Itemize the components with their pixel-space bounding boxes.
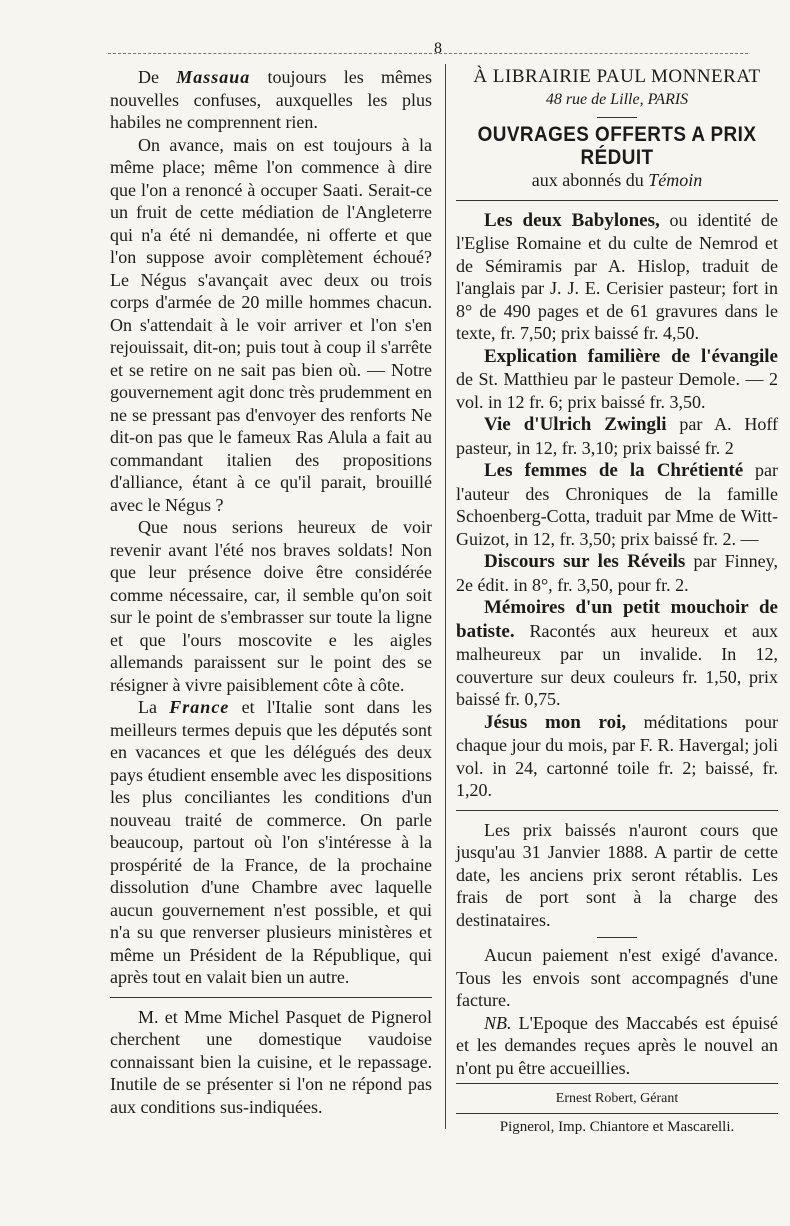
divider [110, 997, 432, 998]
book-title: Vie d'Ulrich Zwingli [484, 414, 667, 435]
book-title: Jésus mon roi, [484, 711, 627, 733]
left-column [110, 66, 432, 1118]
short-divider [597, 117, 637, 118]
book-title: Discours sur les Réveils [484, 551, 686, 572]
book-title: Mémoires d'un petit mouchoir de batiste. [456, 597, 778, 642]
nb-text: L'Epoque des Maccabés est épuisé et les demandes reçues après le nouvel an n'ont pu être accueillies. [456, 1012, 778, 1078]
paragraph-massaua [110, 66, 432, 134]
book-entry [456, 345, 778, 414]
book-desc: par l'auteur des Chroniques de la famille Schoenberg-Cotta, traduit par Mme de Witt-Guizot, in 12, fr. 3,50; prix baissé fr. 2. — [456, 460, 778, 549]
price-notice: Les prix baissés n'auront cours que jusqu'au 31 Janvier 1888. A partir de cette date, les anciens prix seront rétablis. Les frais de port sont à la charge des destinataires. [456, 819, 778, 930]
page-number: 8 [434, 40, 442, 57]
book-title: Les femmes de la Chrétienté [484, 460, 744, 481]
book-desc: par A. Hoff pasteur, in 12, fr. 3,10; prix baissé fr. 2 [456, 414, 778, 458]
book-desc: Racontés aux heureux et aux malheureux par un invalide. In 12, couverture sur deux couleurs fr. 1,50, prix baissé fr. 0,75. [456, 620, 778, 709]
divider [456, 1083, 778, 1084]
divider [456, 1113, 778, 1114]
classified-ad: M. et Mme Michel Pasquet de Pignerol cherchent une domestique vaudoise connaissant bien la cuisine, et le repassage. Inutile de se présenter si l'on ne répond pas aux conditions sus-indiquées. [110, 1006, 432, 1117]
right-column [456, 66, 778, 1138]
subtitle-emphasis: Témoin [648, 170, 703, 190]
nb-label: NB. [484, 1012, 512, 1033]
book-desc: méditations pour chaque jour du mois, par F. R. Havergal; joli vol. in 24, cartonné toile fr. 2; baissé, fr. 1,20. [456, 711, 778, 800]
subtitle-text: aux abonnés du [531, 170, 649, 190]
book-desc: ou identité de l'Eglise Romaine et du culte de Nemrod et de Sémiramis par A. Hislop, traduit de l'anglais par J. J. E. Cerisier pasteur; fort in 8° de 490 pages et de 61 gravures dans le texte, fr. 7,50; prix baissé fr. 4,50. [456, 209, 778, 343]
text-pre: La [138, 697, 170, 717]
place-name-france: France [169, 697, 230, 717]
book-entry [456, 711, 778, 802]
book-title: Explication familière de l'évangile [484, 345, 778, 367]
offer-subtitle [456, 169, 778, 192]
imprint-line: Pignerol, Imp. Chiantore et Mascarelli. [499, 1118, 735, 1135]
book-desc: de St. Matthieu par le pasteur Demole. — 2 vol. in 12 fr. 6; prix baissé fr. 3,50. [456, 369, 778, 412]
book-entry [456, 459, 778, 550]
text-pre: De [138, 67, 177, 87]
offer-title: OUVRAGES OFFERTS A PRIX RÉDUIT [477, 123, 757, 169]
paragraph-france [110, 696, 432, 989]
place-name-massaua: Massaua [176, 67, 251, 87]
book-title: Les deux Babylones, [484, 209, 660, 231]
paragraph-text: et l'Italie sont dans les meilleurs termes depuis que les députés sont en vacances et que les délégués des deux pays étudient ensemble avec les dispositions les plus conciliantes les conditions d'un nouveau traité de commerce. On parle beaucoup, partout où l'on s'intéresse à la prospérité de la France, de la prochaine dissolution d'une Chambre avec laquelle aucun gouvernement n'est possible, et qui n'a su que renverser plusieurs ministères et même un Président de la République, qui après tout en valait bien un autre. [110, 697, 432, 987]
divider [456, 810, 778, 811]
paragraph-text: toujours les mêmes nouvelles confuses, auxquelles les plus habiles ne comprennent rien. [110, 67, 432, 132]
book-entry [456, 596, 778, 711]
gerant-line: Ernest Robert, Gérant [555, 1091, 679, 1106]
divider [456, 200, 778, 201]
book-entry [456, 413, 778, 459]
column-separator [445, 64, 446, 1129]
payment-notice: Aucun paiement n'est exigé d'avance. Tous les envois sont accompagnés d'une facture. [456, 945, 778, 1010]
paragraph-soldiers: Que nous serions heureux de voir revenir avant l'été nos braves soldats! Non que leur présence doive être considérée comme nécessaire, car, il semble qu'on soit sur le point de s'embrasser sur toute la ligne et que l'ours moscovite e les aigles allemands paraissent sur le point des se résigner à vivre paisiblement côte à côte. [110, 517, 432, 695]
book-entry [456, 550, 778, 596]
nb-notice [456, 1012, 778, 1080]
paragraph-mediation: On avance, mais on est toujours à la même place; même l'on commence à dire que l'on a renoncé à occuper Saati. Serait-ce un fruit de cette médiation de l'Angleterre qui n'a été ni demandée, ni offerte et que l'on suppose avoir complètement échoué? Le Négus s'avançait avec deux ou trois corps d'armée de 20 mille hommes chacun. On s'attendait à le voir arriver et l'on s'en rejouissait, dit-on; puis tout à coup il s'arrête et se retire on ne sait pas bien où. — Notre gouvernement agit donc très prudemment en ne se pressant pas d'envoyer des renforts Ne dit-on pas que le fameux Ras Alula a fait au commandant italien des propositions d'alliance, étant à ce qu'il parait, brouillé avec le Négus ? [110, 134, 432, 515]
book-desc: par Finney, 2e édit. in 8°, fr. 3,50, pour fr. 2. [456, 551, 778, 595]
book-entry [456, 209, 778, 345]
bookshop-name: À LIBRAIRIE PAUL MONNERAT [473, 66, 761, 87]
header-rule [108, 53, 748, 54]
short-divider [597, 937, 637, 938]
bookshop-address: 48 rue de Lille, PARIS [545, 90, 689, 108]
